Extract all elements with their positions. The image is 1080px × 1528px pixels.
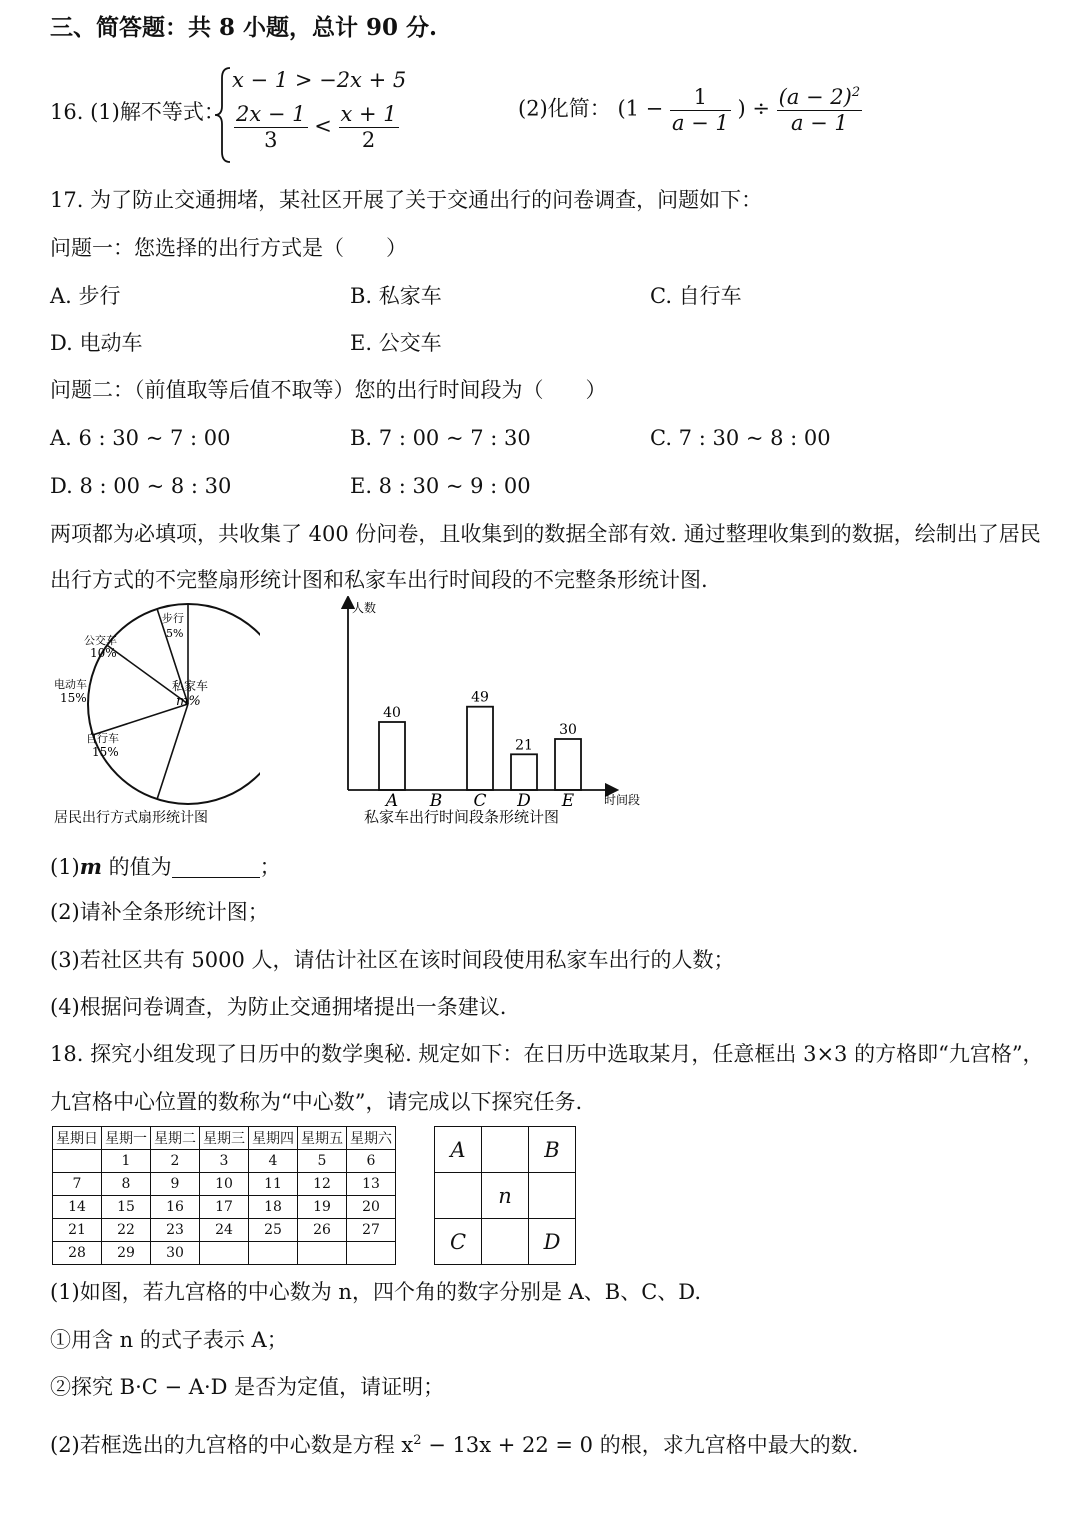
calendar-cell — [53, 1150, 102, 1173]
ineq2-left-numerator: 2x − 1 — [236, 102, 306, 126]
calendar-cell: 11 — [249, 1173, 298, 1196]
calendar-header-cell: 星期六 — [347, 1127, 396, 1150]
calendar-header-cell: 星期二 — [151, 1127, 200, 1150]
calendar-cell: 12 — [298, 1173, 347, 1196]
grid-cell-c: C — [435, 1219, 482, 1265]
calendar-cell: 20 — [347, 1196, 396, 1219]
q1-option-b: B. 私家车 — [350, 284, 442, 308]
q2-option-c: C. 7 : 30 ~ 8 : 00 — [650, 426, 831, 450]
calendar-cell: 14 — [53, 1196, 102, 1219]
simplify-frac2-numerator: (a − 2) — [778, 85, 852, 109]
q2-option-b: B. 7 : 00 ~ 7 : 30 — [350, 426, 531, 450]
grid-cell — [435, 1173, 482, 1219]
calendar-cell: 9 — [151, 1173, 200, 1196]
bar-d — [511, 754, 537, 790]
bar-c — [467, 707, 493, 790]
calendar-cell: 30 — [151, 1242, 200, 1265]
calendar-cell: 3 — [200, 1150, 249, 1173]
calendar-header-cell: 星期一 — [102, 1127, 151, 1150]
q18-part2 — [50, 1434, 858, 1456]
calendar-cell: 4 — [249, 1150, 298, 1173]
simplify-prefix: (1 − — [617, 96, 664, 121]
calendar-cell — [200, 1242, 249, 1265]
bar-chart-caption: 私家车出行时间段条形统计图 — [364, 808, 560, 826]
q17-sub2: (2)请补全条形统计图； — [50, 900, 269, 924]
pie-pct-bicycle: 15% — [92, 745, 119, 759]
grid-cell-a: A — [435, 1127, 482, 1173]
bar-value-label: 30 — [559, 722, 577, 738]
sub1-number: (1) — [50, 855, 80, 879]
system-brace — [212, 66, 234, 164]
calendar-cell: 8 — [102, 1173, 151, 1196]
grid-cell — [529, 1173, 576, 1219]
grid-cell-d: D — [529, 1219, 576, 1265]
calendar-row — [53, 1242, 396, 1265]
pie-chart — [40, 600, 260, 840]
calendar-cell: 24 — [200, 1219, 249, 1242]
calendar-header-cell: 星期日 — [53, 1127, 102, 1150]
q18-part1: (1)如图，若九宫格的中心数为 n，四个角的数字分别是 A、B、C、D. — [50, 1280, 702, 1304]
bar-chart — [330, 596, 660, 836]
inequality-1: x − 1 > −2x + 5 — [232, 68, 407, 92]
bar-a — [379, 722, 405, 790]
q17-sub1 — [50, 856, 281, 878]
q16-part2-label: (2)化简： — [518, 96, 611, 121]
q17-question1: 问题一：您选择的出行方式是（ ） — [50, 236, 407, 260]
calendar-table — [52, 1126, 396, 1265]
calendar-header-row — [53, 1127, 396, 1150]
calendar-header-cell: 星期四 — [249, 1127, 298, 1150]
ineq2-right-numerator: x + 1 — [340, 102, 397, 126]
calendar-cell: 27 — [347, 1219, 396, 1242]
pie-pct-bus: 10% — [90, 646, 117, 660]
q1-option-d: D. 电动车 — [50, 331, 143, 355]
calendar-cell: 7 — [53, 1173, 102, 1196]
x-tick-label: A — [385, 791, 399, 811]
x-tick-label: D — [517, 791, 531, 811]
simplify-divide: ) ÷ — [737, 96, 770, 121]
pie-caption: 居民出行方式扇形统计图 — [54, 810, 208, 826]
ineq2-left-denominator: 3 — [264, 128, 278, 152]
calendar-header-cell: 星期五 — [298, 1127, 347, 1150]
q18-part2-text-b: − 13x + 22 = 0 的根，求九宫格中最大的数. — [421, 1433, 859, 1457]
pie-slice-boundary — [157, 704, 188, 799]
x-axis-label: 时间段 — [604, 793, 641, 807]
q18-part2-text-a: (2)若框选出的九宫格的中心数是方程 x — [50, 1433, 414, 1457]
calendar-header-cell: 星期三 — [200, 1127, 249, 1150]
q1-option-c: C. 自行车 — [650, 284, 742, 308]
q18-intro-line2: 九宫格中心位置的数称为“中心数”，请完成以下探究任务. — [50, 1090, 583, 1114]
calendar-cell: 21 — [53, 1219, 102, 1242]
q18-part2-exponent: 2 — [413, 1433, 422, 1448]
calendar-cell: 26 — [298, 1219, 347, 1242]
q17-paragraph-line2: 出行方式的不完整扇形统计图和私家车出行时间段的不完整条形统计图. — [50, 568, 708, 592]
sub1-text: 的值为 — [101, 855, 172, 879]
q17-question2: 问题二：（前值取等后值不取等）您的出行时间段为（ ） — [50, 378, 607, 402]
pie-label-ebike: 电动车 — [54, 678, 87, 691]
calendar-cell: 1 — [102, 1150, 151, 1173]
pie-label-car: 私家车 — [172, 679, 209, 693]
x-tick-label: B — [429, 791, 443, 811]
sub1-punct: ； — [259, 855, 281, 879]
grid-cell — [482, 1219, 529, 1265]
calendar-cell: 22 — [102, 1219, 151, 1242]
q16-part1-label: 16. (1)解不等式： — [50, 100, 225, 124]
calendar-cell: 2 — [151, 1150, 200, 1173]
calendar-cell — [298, 1242, 347, 1265]
q2-option-a: A. 6 : 30 ~ 7 : 00 — [50, 426, 231, 450]
simplify-frac2-denominator: a − 1 — [790, 111, 848, 135]
calendar-cell — [249, 1242, 298, 1265]
q17-intro: 17. 为了防止交通拥堵，某社区开展了关于交通出行的问卷调查，问题如下： — [50, 188, 763, 212]
inequality-2 — [234, 104, 399, 151]
calendar-cell: 17 — [200, 1196, 249, 1219]
q17-sub4: (4)根据问卷调查，为防止交通拥堵提出一条建议. — [50, 995, 507, 1019]
pie-pct-ebike: 15% — [60, 691, 87, 705]
calendar-cell — [347, 1242, 396, 1265]
ineq2-right-denominator: 2 — [361, 128, 376, 152]
bar-value-label: 21 — [515, 737, 533, 754]
bar-e — [555, 739, 581, 790]
simplify-exponent: 2 — [851, 85, 861, 100]
q17-paragraph-line1: 两项都为必填项，共收集了 400 份问卷，且收集到的数据全部有效. 通过整理收集到的数据，绘制出了居民 — [50, 522, 1041, 546]
calendar-cell: 29 — [102, 1242, 151, 1265]
bar-series — [379, 690, 581, 811]
bar-value-label: 40 — [383, 705, 401, 721]
calendar-cell: 6 — [347, 1150, 396, 1173]
section-title: 三、简答题：共 8 小题，总计 90 分. — [50, 14, 438, 41]
calendar-row — [53, 1219, 396, 1242]
calendar-cell: 28 — [53, 1242, 102, 1265]
answer-blank[interactable] — [172, 859, 260, 878]
calendar-row — [53, 1150, 396, 1173]
calendar-cell: 13 — [347, 1173, 396, 1196]
calendar-row — [53, 1173, 396, 1196]
calendar-cell: 10 — [200, 1173, 249, 1196]
q18-part1-a: ①用含 n 的式子表示 A； — [50, 1328, 288, 1352]
calendar-cell: 16 — [151, 1196, 200, 1219]
bar-value-label: 49 — [471, 689, 489, 706]
pie-label-walk: 步行 — [162, 612, 184, 625]
ineq2-operator: < — [314, 114, 332, 138]
calendar-cell: 5 — [298, 1150, 347, 1173]
calendar-cell: 18 — [249, 1196, 298, 1219]
pie-label-bicycle: 自行车 — [86, 732, 119, 745]
grid-cell — [482, 1127, 529, 1173]
q18-intro-line1: 18. 探究小组发现了日历中的数学奥秘. 规定如下：在日历中选取某月，任意框出 3×3 的方格即“九宫格”， — [50, 1042, 1044, 1066]
q17-sub3: (3)若社区共有 5000 人，请估计社区在该时间段使用私家车出行的人数； — [50, 948, 735, 972]
x-tick-label: C — [473, 791, 487, 811]
simplify-frac1-numerator: 1 — [670, 87, 731, 111]
pie-label-bus: 公交车 — [84, 634, 117, 647]
simplify-expression — [518, 86, 862, 134]
q2-option-d: D. 8 : 00 ~ 8 : 30 — [50, 474, 232, 498]
grid-cell-n: n — [482, 1173, 529, 1219]
calendar-cell: 19 — [298, 1196, 347, 1219]
simplify-frac1-denominator: a − 1 — [671, 110, 729, 135]
q1-option-e: E. 公交车 — [350, 331, 442, 355]
y-axis-label: 人数 — [352, 601, 377, 615]
pie-pct-car: m% — [176, 694, 201, 709]
x-tick-label: E — [561, 791, 575, 811]
grid-cell-b: B — [529, 1127, 576, 1173]
pie-slice-boundary — [93, 704, 188, 735]
nine-grid — [434, 1126, 576, 1265]
calendar-cell: 25 — [249, 1219, 298, 1242]
pie-pct-walk: 5% — [166, 627, 184, 640]
q18-part1-b: ②探究 B·C − A·D 是否为定值，请证明； — [50, 1375, 445, 1399]
q2-option-e: E. 8 : 30 ~ 9 : 00 — [350, 474, 531, 498]
calendar-row — [53, 1196, 396, 1219]
sub1-variable: m — [79, 854, 102, 879]
q1-option-a: A. 步行 — [50, 284, 121, 308]
calendar-cell: 15 — [102, 1196, 151, 1219]
calendar-cell: 23 — [151, 1219, 200, 1242]
